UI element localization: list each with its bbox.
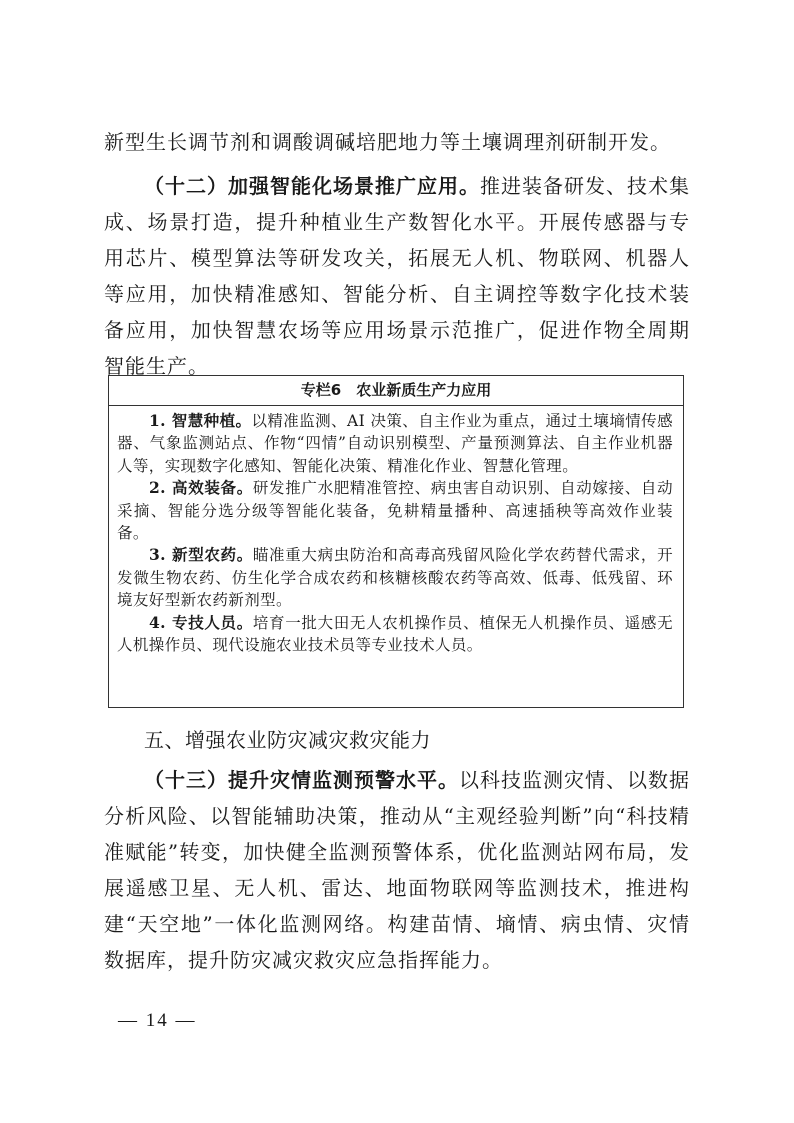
column-box xyxy=(108,375,684,708)
box-item-text: 瞄准重大病虫防治和高毒高残留风险化学农药替代需求，开发微生物农药、仿生化学合成农药和核糖核酸农药等高效、低毒、低残留、环境友好型新农药新剂型。 xyxy=(117,546,673,610)
box-item-technical-staff xyxy=(117,612,673,657)
section-13-text: 以科技监测灾情、以数据分析风险、以智能辅助决策，推动从“主观经验判断”向“科技精准赋能”转变，加快健全监测预警体系，优化监测站网布局，发展遥感卫星、无人机、雷达、地面物联网等监测技术，推进构建“天空地”一体化监测网络。构建苗情、墒情、病虫情、灾情数据库，提升防灾减灾救灾应急指挥能力。 xyxy=(104,768,690,972)
box-item-smart-planting xyxy=(117,410,673,477)
box-item-label: 4. 专技人员。 xyxy=(149,612,253,632)
section-12-heading: （十二）加强智能化场景推广应用。 xyxy=(144,174,480,198)
paragraph-section-13 xyxy=(104,762,690,978)
section-12-text: 推进装备研发、技术集成、场景打造，提升种植业生产数智化水平。开展传感器与专用芯片、模型算法等研发攻关，拓展无人机、物联网、机器人等应用，加快精准感知、智能分析、自主调控等数字化技术装备应用，加快智慧农场等应用场景示范推广，促进作物全周期智能生产。 xyxy=(104,174,690,378)
column-box-title: 专栏6 农业新质生产力应用 xyxy=(109,376,683,406)
section-5-heading: 五、增强农业防灾减灾救灾能力 xyxy=(144,728,431,752)
box-item-label: 3. 新型农药。 xyxy=(149,545,253,565)
box-item-label: 1. 智慧种植。 xyxy=(149,411,252,430)
paragraph-continuation: 新型生长调节剂和调酸调碱培肥地力等土壤调理剂研制开发。 xyxy=(104,130,671,154)
box-item-text: 培育一批大田无人农机操作员、植保无人机操作员、遥感无人机操作员、现代设施农业技术员等专业技术人员。 xyxy=(117,613,673,655)
box-item-text: 以精准监测、AI 决策、自主作业为重点，通过土壤墒情传感器、气象监测站点、作物“四情”自动识别模型、产量预测算法、自主作业机器人等，实现数字化感知、智能化决策、精准化作业、智慧化管理。 xyxy=(117,412,674,475)
page-number: — 14 — xyxy=(118,1010,197,1031)
box-item-efficient-equipment xyxy=(117,477,673,544)
box-item-label: 2. 高效装备。 xyxy=(149,478,253,498)
box-item-text: 研发推广水肥精准管控、病虫害自动识别、自动嫁接、自动采摘、智能分选分级等智能化装备，免耕精量播种、高速插秧等高效作业装备。 xyxy=(117,479,673,543)
paragraph-section-12 xyxy=(104,168,690,384)
box-item-new-pesticides xyxy=(117,544,673,611)
column-box-body xyxy=(109,406,683,656)
section-13-heading: （十三）提升灾情监测预警水平。 xyxy=(144,768,459,792)
